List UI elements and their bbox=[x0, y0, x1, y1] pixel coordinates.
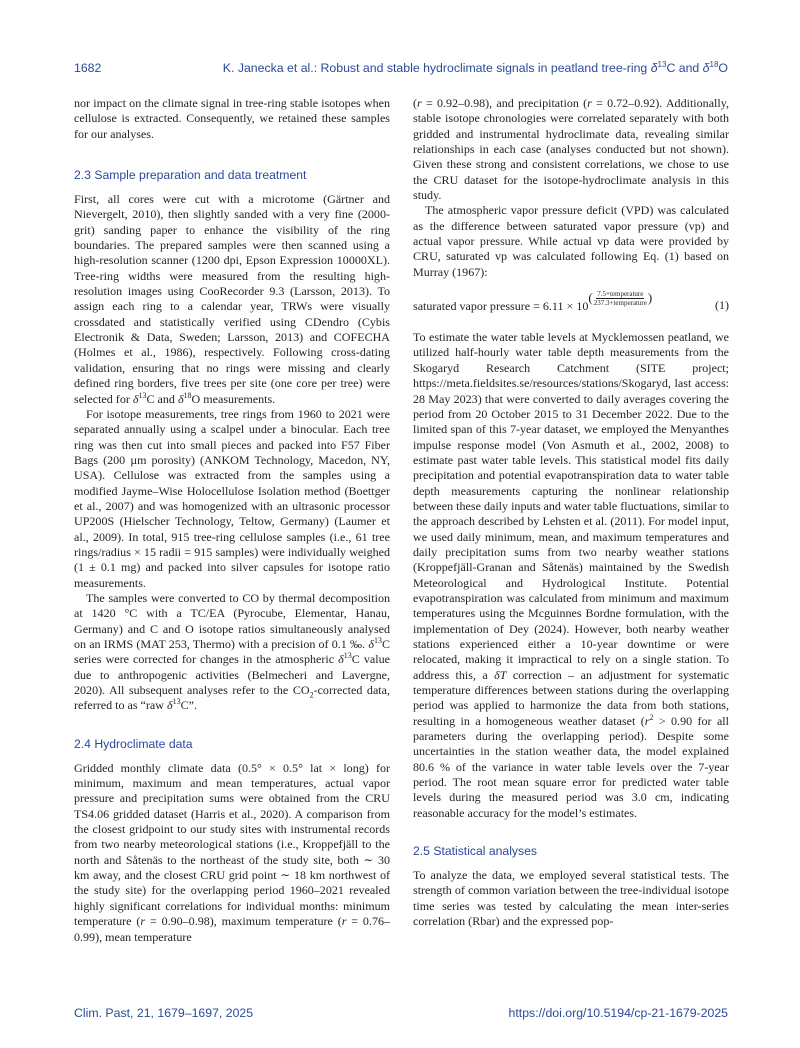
paragraph-vpd: The atmospheric vapor pressure deficit (VPD) was calculated as the difference between saturated vapor pressure (vp) and actual vapor pressure. While actual vp data were provided by CRU, saturated vp was calculated following Eq. (1) based on Murray (1967): bbox=[413, 203, 729, 279]
left-column bbox=[74, 96, 390, 945]
section-heading-2-5: 2.5 Statistical analyses bbox=[413, 844, 537, 859]
section-heading-2-4: 2.4 Hydroclimate data bbox=[74, 736, 193, 751]
equation-number: (1) bbox=[714, 298, 729, 313]
paragraph-hydroclimate: Gridded monthly climate data (0.5° × 0.5° lat × long) for minimum, maximum and mean temperatures, actual vapor pressure and precipitation sums were obtained from the CRU TS4.06 gridded dataset (Harris et al., 2020). A comparison from the closest gridpoint to our study sites with instrumental records from two nearby meteorological stations (i.e., Kroppefjäll to the north and Såtenäs to the northeast of the study site, both ∼ 30 km away, and the closest CRU grid point ∼ 18 km northwest of the study site) for the overlapping period 1960–2021 revealed highly significant correlations for individual months: minimum temperature (r = 0.90–0.98), maximum temperature (r = 0.76–0.99), mean temperature bbox=[74, 760, 391, 944]
paragraph-sample-prep: First, all cores were cut with a microtome (Gärtner and Nievergelt, 2010), then slightly sanded with a very fine (2000-grit) sanding paper to enhance the visibility of the ring boundaries. The prepared samples were then scanned using a high-resolution scanner (1200 dpi, Epson Expression 10000XL). Tree-ring widths were measured from the resulting high-resolution images using CooRecorder 9.3 (Larsson, 2013). To assign each ring to a calendar year, TRWs were visually crossdated and statistically verified using CDendro (Cybis Electronik & Data, Sweden; Larsson, 2013) and COFECHA (Holmes et al., 1986), respectively. Following cross-dating validation, ensuring that no rings were missing and clearly defined ring borders, five trees per site (one core per tree) were selected for $\delta^{13}C$ and $\delta^{18}O$ measurements. bbox=[74, 192, 390, 406]
journal-citation: Clim. Past, 21, 1679–1697, 2025 bbox=[74, 1006, 254, 1020]
paragraph-intro: nor impact on the climate signal in tree-ring stable isotopes when cellulose is extracted. Consequently, we retained these samples for our analyses. bbox=[74, 96, 390, 141]
paragraph-conversion: The samples were converted to CO by thermal decomposition at 1420 °C with a TC/EA (Pyrocube, Elementar, Hanau, Germany) and C and O isotope ratios simultaneously analysed on an IRMS (MAT 253, Thermo) with a precision of 0.1 ‰. $\delta^{13}C$ series were corrected for changes in the atmospheric $\delta^{13}C$ value due to anthropogenic activities (Belmecheri and Lavergne, 2020). All subsequent analyses refer to the $CO_2$-corrected data, referred to as “raw $\delta^{13}C$”. bbox=[74, 590, 391, 713]
page-number: 1682 bbox=[74, 61, 102, 75]
right-column bbox=[413, 96, 729, 930]
equation-lhs: saturated vapor pressure = 6.11 × 10 bbox=[413, 298, 589, 313]
running-title: K. Janecka et al.: Robust and stable hydroclimate signals in peatland tree-ring $\delta^{13}C$ and $\delta^{18}O$ bbox=[222, 59, 728, 75]
equation-exp-numerator: 7.5×temperature bbox=[597, 289, 644, 298]
section-heading-2-3: 2.3 Sample preparation and data treatment bbox=[74, 168, 307, 183]
paragraph-correlations-cont: (r = 0.92–0.98), and precipitation (r = 0.72–0.92). Additionally, stable isotope chronologies were correlated separately with both gridded and instrumental hydroclimate data, revealing similar relationships in each case (analyses conducted but not shown). Given these strong and consistent correlations, we chose to use the CRU dataset for the isotope-hydroclimate analysis in this study. bbox=[413, 96, 729, 203]
paragraph-statistical-analyses: To analyze the data, we employed several statistical tests. The strength of common variation between the tree-individual isotope time series was tested by calculating the mean inter-series correlation (Rbar) and the expressed pop- bbox=[413, 868, 729, 929]
equation-exp-denominator: 237.3+temperature bbox=[593, 298, 647, 307]
equation-1: saturated vapor pressure = 6.11 × 10 ( $\frac{\text{7.5×temperature}}{\text{237.3+temperature}}$ ) (1) bbox=[413, 289, 729, 313]
paragraph-isotope-measurements: For isotope measurements, tree rings from 1960 to 2021 were separated annually using a scalpel under a binocular. Each tree ring was then cut into small pieces and packed into F57 Fiber Bags (200 µm porosity) (ANKOM Technology, Macedon, NY, USA). Cellulose was extracted from the samples using a modified Jayme–Wise Holocellulose Isolation method (Boettger et al., 2007) and was homogenized with an ultrasonic processor UP200S (Hielscher Technology, Teltow, Germany) (Laumer et al., 2009). In total, 915 tree-ring cellulose samples (i.e., 61 tree rings/radius × 15 radii = 915 samples) were individually weighed (1 ± 0.1 mg) and packed into silver capsules for isotope ratio measurements. bbox=[74, 406, 390, 590]
doi-link[interactable]: https://doi.org/10.5194/cp-21-1679-2025 bbox=[508, 1006, 728, 1020]
paragraph-water-table: To estimate the water table levels at Mycklemossen peatland, we utilized half-hourly water table depth measurements from the Skogaryd Research Catchment (SITE project; https://meta.fieldsites.se/resources/stations/Skogaryd, last access: 28 May 2023) that were converted to daily averages covering the period from 20 October 2015 to 31 December 2022. Due to the limited span of this 7-year dataset, we employed the Menyanthes impulse response model (Von Asmuth et al., 2002, 2008) to estimate past water table levels. This statistical model fits daily precipitation and potential evapotranspiration data to water table depth measurements capturing the nonlinear relationship between these daily inputs and water table fluctuations, similar to the approach described by Lehsten et al. (2011). For model input, we used daily minimum, mean, and maximum temperatures and daily precipitation sums from two nearby weather stations (Kroppefjäll-Granan and Såtenäs) maintained by the Swedish Meteorological and Hydrological Institute. Potential evapotranspiration was calculated from minimum and maximum temperatures using the Mcguinnes Bordne formulation, with the implementation of Dey (2024). However, both nearby weather stations experienced either a 10-year downtime or were relocated, making it impractical to rely on a single station. To address this, a δT correction – an adjustment for systematic temperature differences between stations during the overlapping period was applied to harmonize the data from both stations, resulting in a homogeneous weather dataset ($r^2 > 0.90$ for all parameters during the overlapping period). Despite some uncertainties in the station weather data, the model explained 80.6 % of the variance in water table levels over the 7-year period. The root mean square error for predicted water table levels during the measured period was 3.0 cm, indicating reasonable accuracy for the model’s estimates. bbox=[413, 330, 729, 820]
